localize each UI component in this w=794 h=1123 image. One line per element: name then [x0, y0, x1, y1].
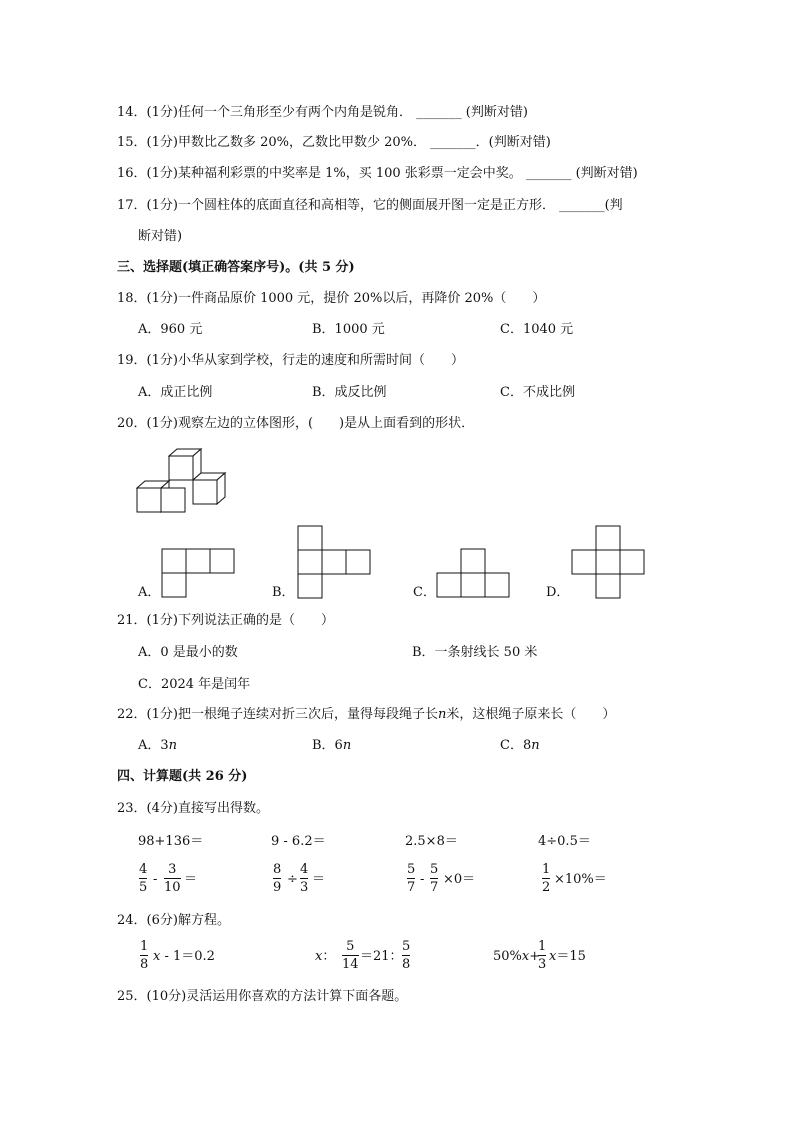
option-a[interactable]: A．960 元 — [138, 322, 203, 337]
option-c[interactable]: C．不成比例 — [500, 385, 575, 400]
question-22 — [117, 706, 615, 724]
fraction: 3 10 — [164, 862, 181, 895]
question-text: 16．(1分)某种福利彩票的中奖率是 1%，买 100 张彩票一定会中奖。 — [117, 166, 522, 181]
answer-blank[interactable]: _______ — [525, 166, 572, 181]
question-25: 25．(10分)灵活运用你喜欢的方法计算下面各题。 — [117, 989, 408, 1004]
answer-blank[interactable]: _______ — [416, 105, 462, 120]
expression-tail: ×10%＝ — [554, 872, 607, 887]
question-19: 19．(1分)小华从家到学校，行走的速度和所需时间（ ） — [117, 353, 464, 368]
variable-n: n — [437, 707, 447, 722]
option-b[interactable]: B．6n — [312, 738, 352, 753]
question-tail: ．(判断对错) — [475, 135, 551, 150]
question-tail: (判断对错) — [575, 166, 638, 181]
equation-3-lhs: 50%x+ — [493, 949, 541, 964]
fraction: 4 5 — [139, 862, 148, 895]
answer-blank[interactable]: _______ — [559, 198, 605, 213]
fraction: 1 8 — [140, 939, 149, 972]
question-21: 21．(1分)下列说法正确的是（ ） — [117, 613, 334, 628]
question-17 — [117, 197, 623, 215]
question-16 — [117, 165, 638, 183]
operator: - — [153, 872, 158, 887]
section-heading-4: 四、计算题(共 26 分) — [117, 769, 248, 784]
question-text: 14．(1分)任何一个三角形至少有两个内角是锐角． — [117, 105, 412, 120]
equation-3-rhs: x＝15 — [549, 949, 586, 964]
fraction: 1 3 — [538, 939, 547, 972]
equation-2-lhs: x： — [315, 949, 336, 964]
fraction: 5 7 — [407, 862, 416, 895]
option-b[interactable]: B．成反比例 — [312, 385, 387, 400]
question-text: 22．(1分)把一根绳子连续对折三次后，量得每段绳子长 — [117, 707, 438, 722]
question-text: 15．(1分)甲数比乙数多 20%，乙数比甲数少 20%． — [117, 135, 427, 150]
option-b[interactable]: B． — [272, 585, 295, 600]
option-b[interactable]: B．1000 元 — [312, 322, 385, 337]
expression-tail: ×0＝ — [443, 872, 476, 887]
operator: - — [420, 872, 425, 887]
fraction: 8 9 — [273, 862, 282, 895]
option-c-figure — [436, 548, 516, 598]
calc-item-2: 9 - 6.2＝ — [271, 834, 326, 849]
option-a[interactable]: A．0 是最小的数 — [138, 645, 238, 660]
equation-1: x - 1＝0.2 — [153, 949, 215, 964]
option-a[interactable]: A． — [138, 585, 161, 600]
option-c[interactable]: C．2024 年是闰年 — [138, 677, 251, 692]
question-17-continued: 断对错) — [138, 229, 183, 244]
option-a[interactable]: A．3n — [138, 738, 178, 753]
option-c[interactable]: C． — [413, 585, 436, 600]
fraction: 5 14 — [342, 939, 359, 972]
question-20: 20．(1分)观察左边的立体图形，( )是从上面看到的形状． — [117, 416, 475, 431]
question-tail: (判 — [604, 198, 623, 213]
question-text-end: 米，这根绳子原来长（ ） — [446, 707, 616, 722]
calc-item-3: 2.5×8＝ — [405, 834, 458, 849]
question-15 — [117, 134, 551, 152]
option-d-figure — [571, 525, 651, 600]
equals: ＝ — [312, 872, 326, 887]
cube-stack-figure — [135, 446, 235, 516]
calc-item-4: 4÷0.5＝ — [538, 834, 591, 849]
option-c[interactable]: C．8n — [500, 738, 540, 753]
option-a[interactable]: A．成正比例 — [138, 385, 213, 400]
question-tail: (判断对错) — [465, 105, 528, 120]
fraction: 5 8 — [402, 939, 411, 972]
option-b-figure — [297, 525, 377, 600]
answer-blank[interactable]: _______ — [430, 135, 476, 150]
option-d[interactable]: D． — [546, 585, 570, 600]
fraction: 4 3 — [300, 862, 309, 895]
option-c[interactable]: C．1040 元 — [500, 322, 574, 337]
equation-2-mid: ＝21： — [360, 949, 403, 964]
section-heading-3: 三、选择题(填正确答案序号)。(共 5 分) — [117, 260, 355, 275]
option-b[interactable]: B．一条射线长 50 米 — [412, 645, 538, 660]
question-24: 24．(6分)解方程。 — [117, 913, 230, 928]
question-18: 18．(1分)一件商品原价 1000 元，提价 20%以后，再降价 20%（ ） — [117, 291, 546, 306]
question-23: 23．(4分)直接写出得数。 — [117, 801, 269, 816]
fraction: 5 7 — [430, 862, 439, 895]
question-14 — [117, 104, 528, 122]
option-a-figure — [161, 548, 241, 598]
calc-item-1: 98+136＝ — [138, 834, 204, 849]
question-text: 17．(1分)一个圆柱体的底面直径和高相等，它的侧面展开图一定是正方形． — [117, 198, 555, 213]
equals: ＝ — [184, 872, 198, 887]
fraction: 1 2 — [542, 862, 551, 895]
operator: ÷ — [287, 872, 298, 887]
